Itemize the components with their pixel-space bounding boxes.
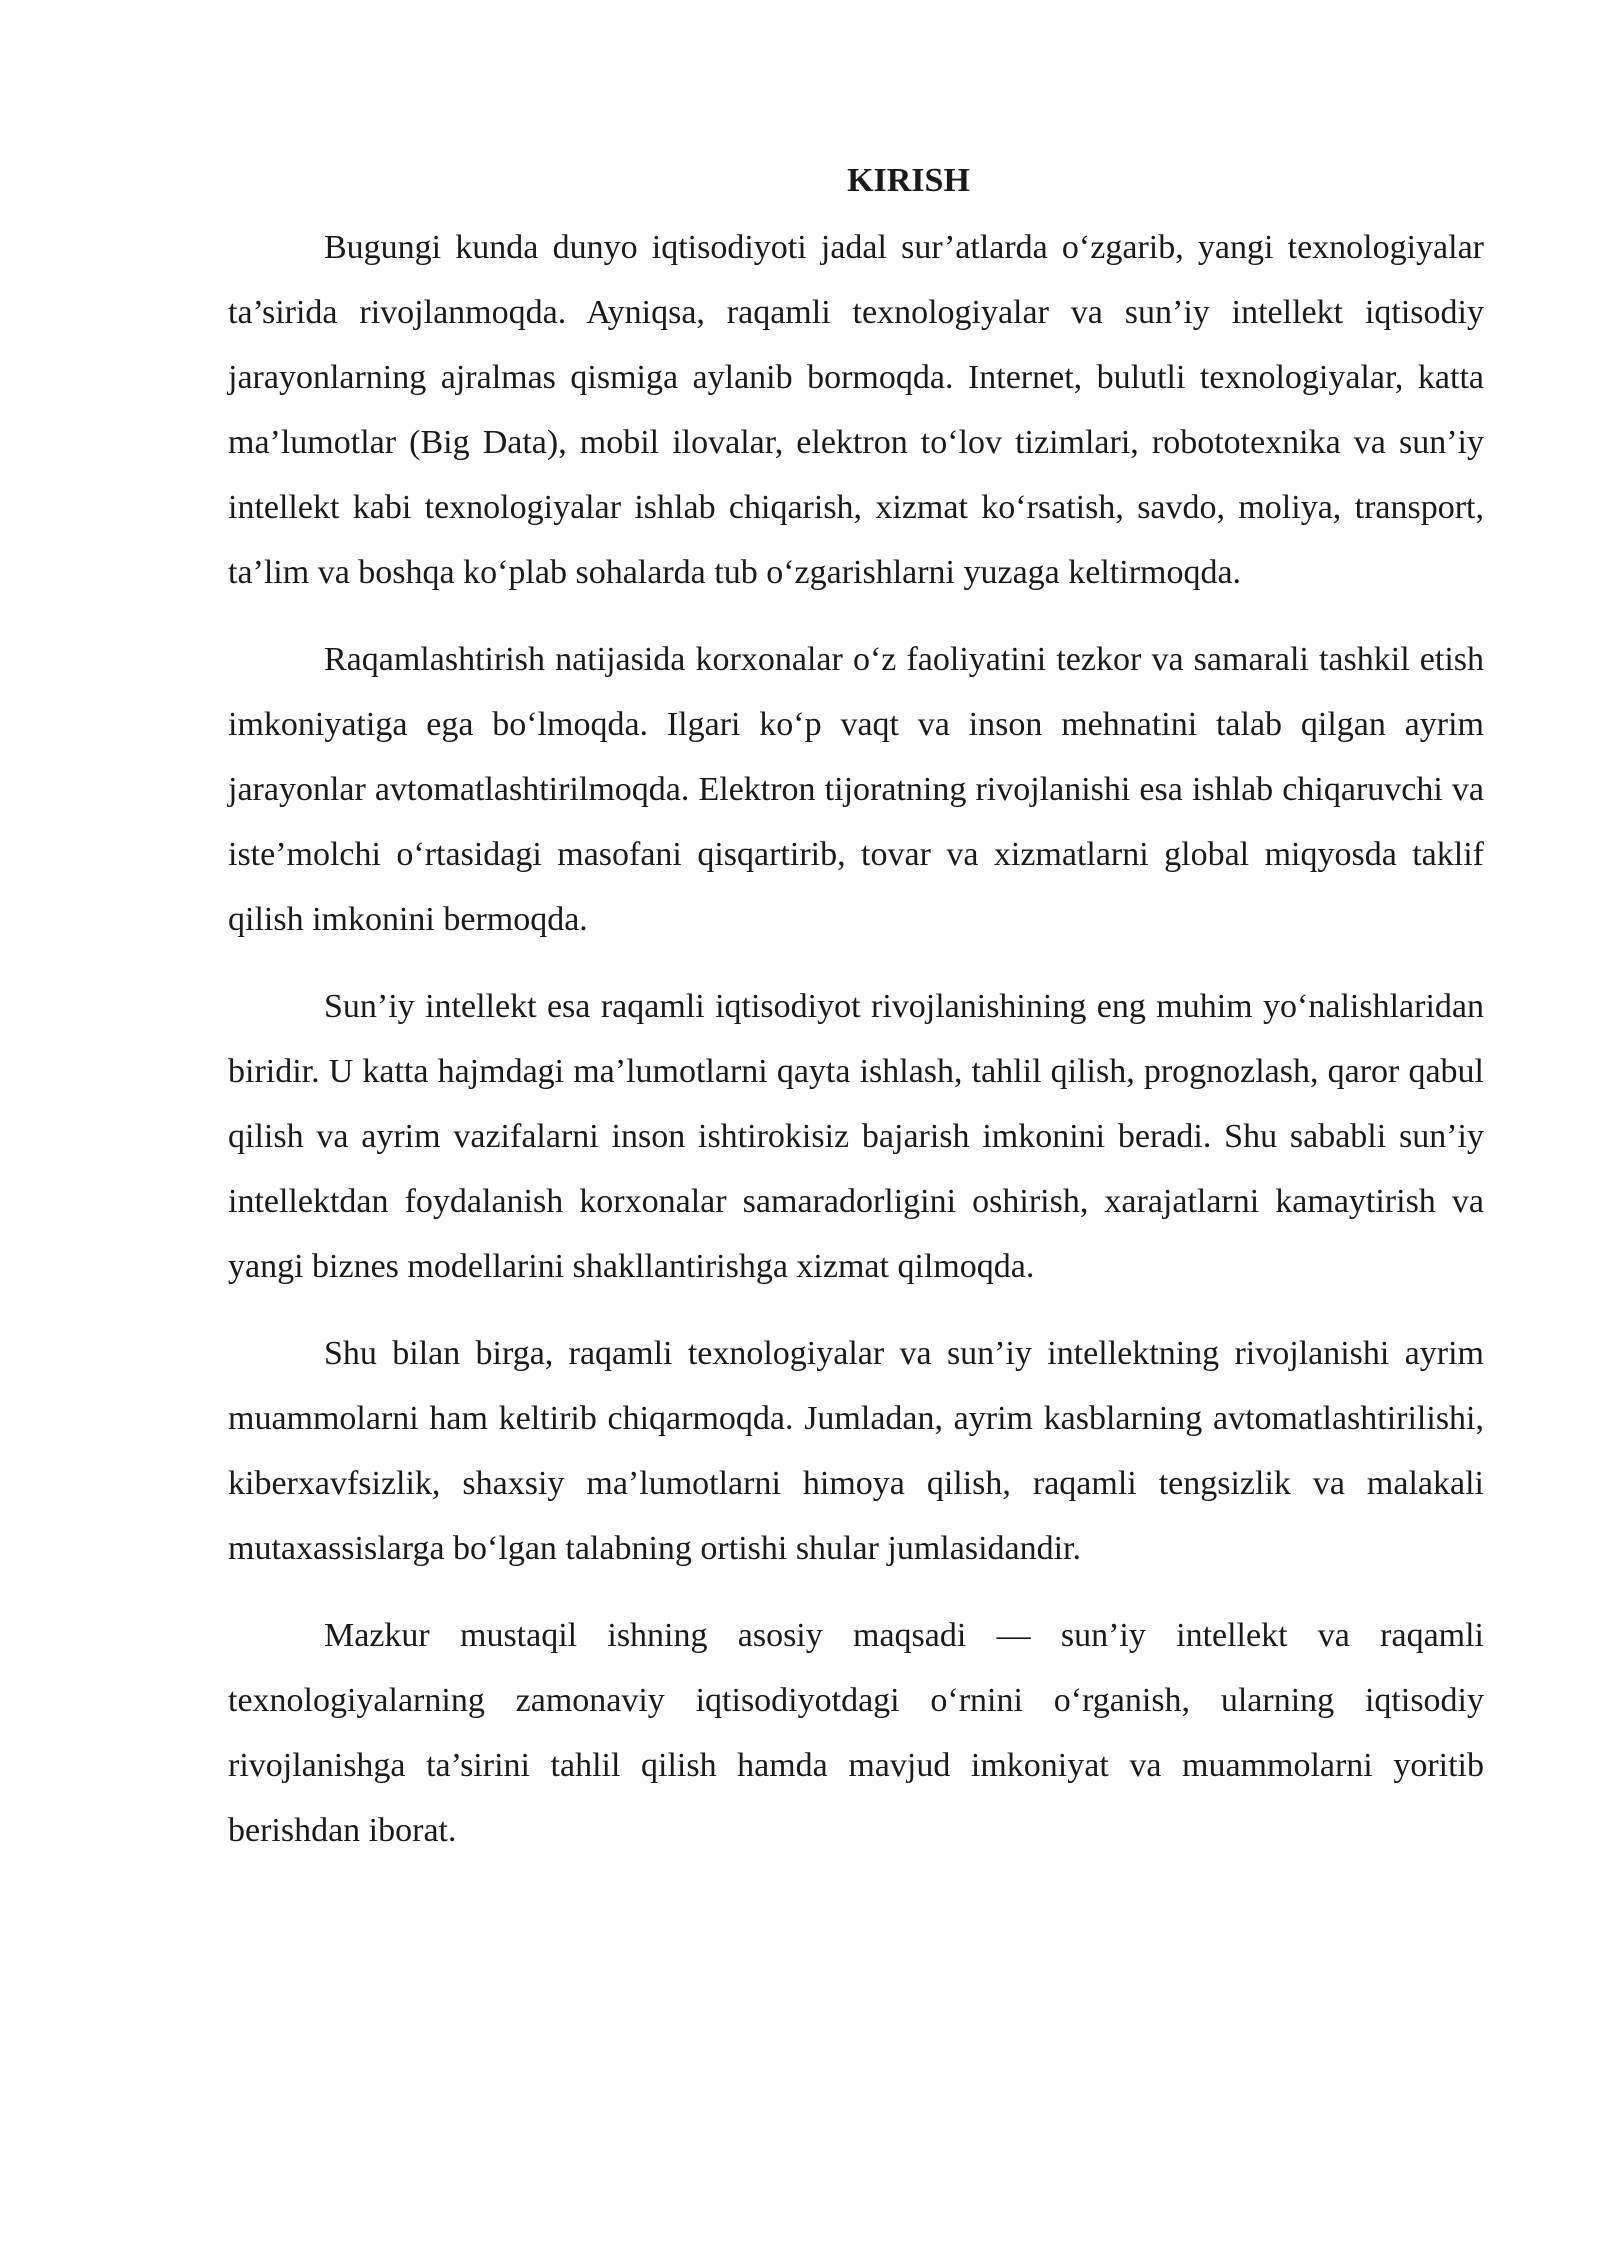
paragraph-4: Shu bilan birga, raqamli texnologiyalar va sun’iy intellektning rivojlanishi ayrim muammolarni ham keltirib chiqarmoqda. Jumladan, ayrim kasblarning avtomatlashtirilishi, kiberxavfsizlik, shaxsiy ma’lumotlarni himoya qilish, raqamli tengsizlik va malakali mutaxassislarga bo‘lgan talabning ortishi shular jumlasidandir. (228, 1335, 1484, 1567)
paragraph-3: Sun’iy intellekt esa raqamli iqtisodiyot rivojlanishining eng muhim yo‘nalishlaridan biridir. U katta hajmdagi ma’lumotlarni qayta ishlash, tahlil qilish, prognozlash, qaror qabul qilish va ayrim vazifalarni inson ishtirokisiz bajarish imkonini beradi. Shu sababli sun’iy intellektdan foydalanish korxonalar samaradorligini oshirish, xarajatlarni kamaytirish va yangi biznes modellarini shakllantirishga xizmat qilmoqda. (228, 988, 1484, 1285)
paragraph-1: Bugungi kunda dunyo iqtisodiyoti jadal sur’atlarda o‘zgarib, yangi texnologiyalar ta’sirida rivojlanmoqda. Ayniqsa, raqamli texnologiyalar va sun’iy intellekt iqtisodiy jarayonlarning ajralmas qismiga aylanib bormoqda. Internet, bulutli texnologiyalar, katta ma’lumotlar (Big Data), mobil ilovalar, elektron to‘lov tizimlari, robototexnika va sun’iy intellekt kabi texnologiyalar ishlab chiqarish, xizmat ko‘rsatish, savdo, moliya, transport, ta’lim va boshqa ko‘plab sohalarda tub o‘zgarishlarni yuzaga keltirmoqda. (228, 229, 1484, 591)
document-body (228, 148, 1484, 1863)
paragraph-5: Mazkur mustaqil ishning asosiy maqsadi — sun’iy intellekt va raqamli texnologiyalarning zamonaviy iqtisodiyotdagi o‘rnini o‘rganish, ularning iqtisodiy rivojlanishga ta’sirini tahlil qilish hamda mavjud imkoniyat va muammolarni yoritib berishdan iborat. (228, 1617, 1484, 1849)
section-heading: KIRISH (847, 162, 970, 199)
paragraph-2: Raqamlashtirish natijasida korxonalar o‘z faoliyatini tezkor va samarali tashkil etish imkoniyatiga ega bo‘lmoqda. Ilgari ko‘p vaqt va inson mehnatini talab qilgan ayrim jarayonlar avtomatlashtirilmoqda. Elektron tijoratning rivojlanishi esa ishlab chiqaruvchi va iste’molchi o‘rtasidagi masofani qisqartirib, tovar va xizmatlarni global miqyosda taklif qilish imkonini bermoqda. (228, 641, 1484, 938)
